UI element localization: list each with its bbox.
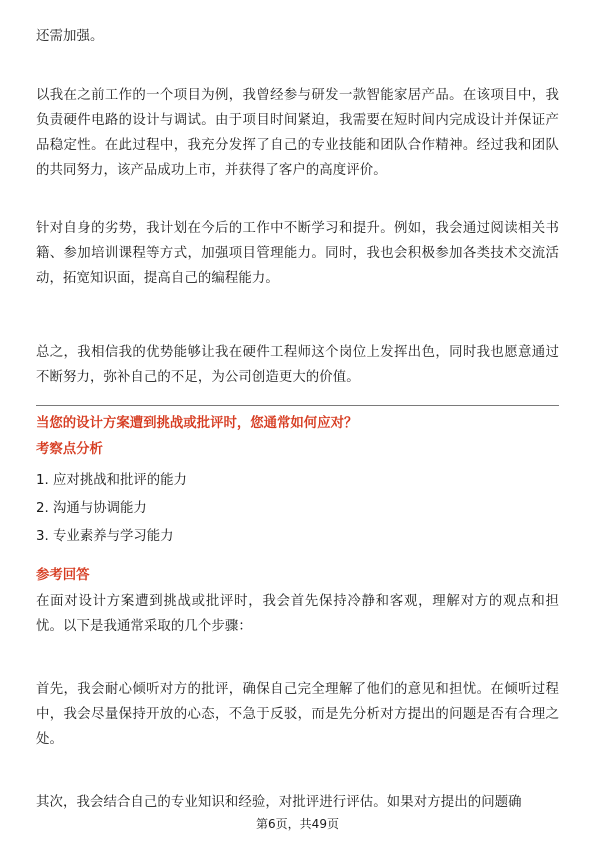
list-item: 3. 专业素养与学习能力	[36, 529, 174, 544]
paragraph-project-example: 以我在之前工作的一个项目为例，我曾经参与研发一款智能家居产品。在该项目中，我负责硬件电路的设计与调试。由于项目时间紧迫，我需要在短时间内完成设计并保证产品稳定性。在此过程中，我充分发挥了自己的专业技能和团队合作精神。经过我和团队的共同努力，该产品成功上市，并获得了客户的高度评价。	[36, 88, 559, 178]
list-item: 2. 沟通与协调能力	[36, 501, 147, 516]
section-divider	[36, 405, 559, 406]
answer-intro: 在面对设计方案遭到挑战或批评时，我会首先保持冷静和客观，理解对方的观点和担忧。以下是我通常采取的几个步骤：	[36, 594, 559, 634]
answer-step-first: 首先，我会耐心倾听对方的批评，确保自己完全理解了他们的意见和担忧。在倾听过程中，我会尽量保持开放的心态，不急于反驳，而是先分析对方提出的问题是否有合理之处。	[36, 682, 559, 747]
paragraph-improvement-plan: 针对自身的劣势，我计划在今后的工作中不断学习和提升。例如，我会通过阅读相关书籍、参加培训课程等方式，加强项目管理能力。同时，我也会积极参加各类技术交流活动，拓宽知识面，提高自己的编程能力。	[36, 221, 559, 286]
interview-question: 当您的设计方案遭到挑战或批评时，您通常如何应对？	[36, 416, 358, 431]
answer-heading: 参考回答	[36, 568, 90, 583]
list-item: 1. 应对挑战和批评的能力	[36, 473, 187, 488]
answer-step-second: 其次，我会结合自己的专业知识和经验，对批评进行评估。如果对方提出的问题确	[36, 795, 522, 810]
analysis-list	[36, 467, 559, 551]
continuation-text: 还需加强。	[36, 29, 104, 44]
analysis-heading: 考察点分析	[36, 442, 103, 457]
paragraph-conclusion: 总之，我相信我的优势能够让我在硬件工程师这个岗位上发挥出色，同时我也愿意通过不断努力，弥补自己的不足，为公司创造更大的价值。	[36, 345, 559, 385]
page-footer: 第6页，共49页	[256, 817, 339, 831]
